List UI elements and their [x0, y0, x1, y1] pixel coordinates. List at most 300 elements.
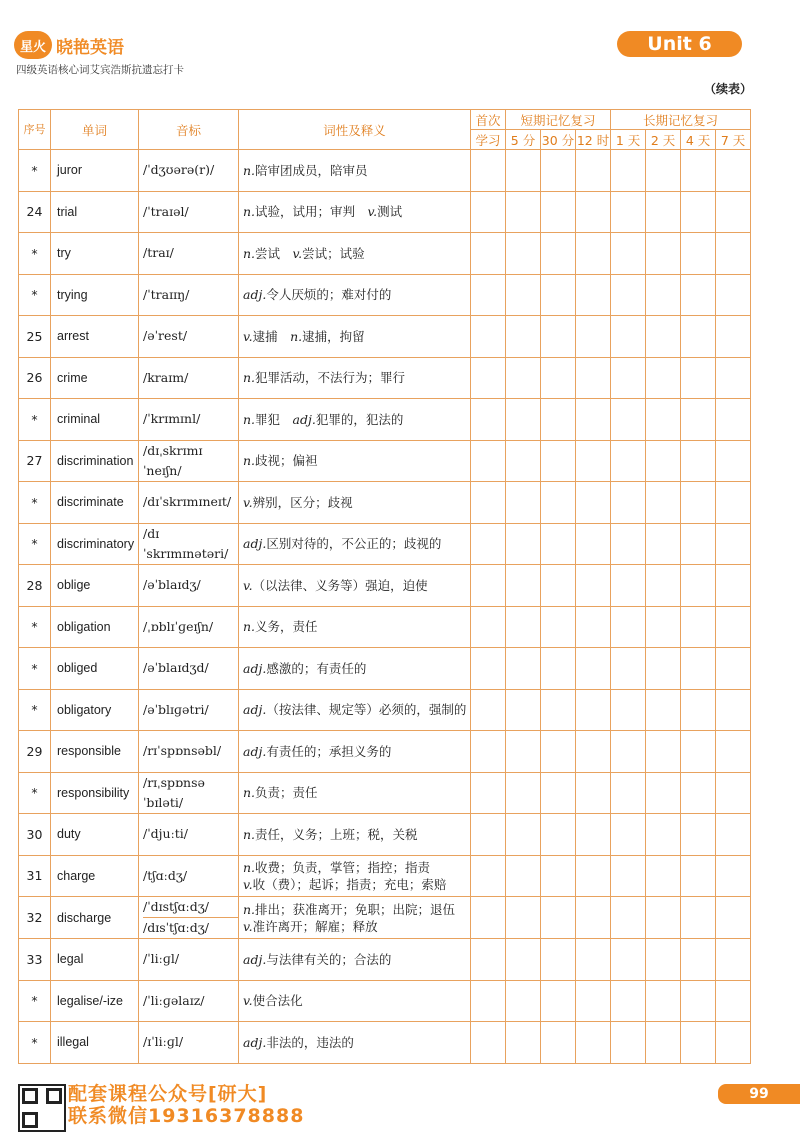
- review-checkbox[interactable]: [681, 482, 716, 524]
- review-checkbox[interactable]: [646, 1022, 681, 1064]
- review-checkbox[interactable]: [611, 150, 646, 192]
- review-checkbox[interactable]: [576, 855, 611, 897]
- definition-line: [243, 577, 470, 594]
- review-checkbox[interactable]: [716, 1022, 751, 1064]
- table-row: [19, 648, 751, 690]
- phonetic-text: /ˈliːɡəlaɪz/: [143, 992, 205, 1008]
- definition-line: [243, 660, 470, 677]
- definition: [239, 689, 471, 731]
- review-checkbox[interactable]: [541, 855, 576, 897]
- review-checkbox[interactable]: [576, 648, 611, 690]
- review-checkbox[interactable]: [646, 274, 681, 316]
- review-checkbox[interactable]: [541, 523, 576, 565]
- review-checkbox[interactable]: [541, 939, 576, 981]
- definition: [239, 648, 471, 690]
- review-checkbox[interactable]: [471, 1022, 506, 1064]
- review-checkbox[interactable]: [646, 316, 681, 358]
- review-checkbox[interactable]: [506, 980, 541, 1022]
- review-checkbox[interactable]: [506, 565, 541, 607]
- definition-line: [243, 826, 470, 843]
- part-of-speech: v.: [243, 494, 253, 510]
- phonetic: [139, 523, 239, 565]
- review-checkbox[interactable]: [681, 1022, 716, 1064]
- review-checkbox[interactable]: [611, 274, 646, 316]
- review-checkbox[interactable]: [681, 523, 716, 565]
- review-checkbox[interactable]: [576, 440, 611, 482]
- meaning: 非法的，违法的: [266, 1034, 354, 1050]
- review-checkbox[interactable]: [506, 1022, 541, 1064]
- review-checkbox[interactable]: [681, 191, 716, 233]
- review-checkbox[interactable]: [506, 482, 541, 524]
- review-checkbox[interactable]: [541, 897, 576, 939]
- part-of-speech: n.: [290, 328, 303, 344]
- phonetic: [139, 980, 239, 1022]
- header-long-col: 2 天: [646, 130, 681, 150]
- review-checkbox[interactable]: [541, 150, 576, 192]
- review-checkbox[interactable]: [611, 440, 646, 482]
- definition: [239, 357, 471, 399]
- part-of-speech: n.: [243, 370, 256, 386]
- phonetic: [139, 440, 239, 482]
- review-checkbox[interactable]: [611, 606, 646, 648]
- review-checkbox[interactable]: [611, 689, 646, 731]
- review-checkbox[interactable]: [716, 606, 751, 648]
- review-checkbox[interactable]: [646, 731, 681, 773]
- review-checkbox[interactable]: [646, 523, 681, 565]
- review-checkbox[interactable]: [681, 399, 716, 441]
- review-checkbox[interactable]: [681, 150, 716, 192]
- review-checkbox[interactable]: [471, 648, 506, 690]
- definition-line: [243, 784, 470, 801]
- review-checkbox[interactable]: [506, 440, 541, 482]
- review-checkbox[interactable]: [576, 939, 611, 981]
- phonetic-text: /ˈliːɡl/: [143, 951, 180, 967]
- review-checkbox[interactable]: [611, 648, 646, 690]
- review-checkbox[interactable]: [646, 855, 681, 897]
- word: duty: [51, 814, 139, 856]
- review-checkbox[interactable]: [716, 233, 751, 275]
- table-row: [19, 855, 751, 897]
- review-checkbox[interactable]: [611, 523, 646, 565]
- phonetic: [139, 939, 239, 981]
- phonetic: [139, 274, 239, 316]
- review-checkbox[interactable]: [681, 440, 716, 482]
- review-checkbox[interactable]: [646, 357, 681, 399]
- meaning: 犯罪活动，不法行为；罪行: [255, 370, 406, 386]
- review-checkbox[interactable]: [611, 855, 646, 897]
- part-of-speech: adj.: [243, 660, 267, 676]
- row-number: 32: [19, 897, 51, 939]
- review-checkbox[interactable]: [471, 440, 506, 482]
- row-number: 26: [19, 357, 51, 399]
- review-checkbox[interactable]: [576, 814, 611, 856]
- meaning: 令人厌烦的；难对付的: [266, 287, 392, 303]
- table-row: [19, 274, 751, 316]
- phonetic-text: /rɪˈspɒnsəbl/: [143, 743, 222, 759]
- row-number: *: [19, 523, 51, 565]
- review-checkbox[interactable]: [716, 357, 751, 399]
- review-checkbox[interactable]: [611, 897, 646, 939]
- review-checkbox[interactable]: [541, 191, 576, 233]
- review-checkbox[interactable]: [576, 1022, 611, 1064]
- review-checkbox[interactable]: [646, 772, 681, 814]
- review-checkbox[interactable]: [716, 648, 751, 690]
- review-checkbox[interactable]: [541, 689, 576, 731]
- review-checkbox[interactable]: [681, 855, 716, 897]
- part-of-speech: n.: [243, 826, 256, 842]
- review-checkbox[interactable]: [716, 855, 751, 897]
- review-checkbox[interactable]: [471, 731, 506, 773]
- definition: [239, 399, 471, 441]
- review-checkbox[interactable]: [471, 772, 506, 814]
- review-checkbox[interactable]: [716, 772, 751, 814]
- definition-line: [243, 743, 470, 760]
- review-checkbox[interactable]: [716, 399, 751, 441]
- review-checkbox[interactable]: [471, 191, 506, 233]
- review-checkbox[interactable]: [611, 565, 646, 607]
- word: legalise/-ize: [51, 980, 139, 1022]
- review-checkbox[interactable]: [576, 606, 611, 648]
- definition-line: [243, 411, 470, 428]
- review-checkbox[interactable]: [576, 772, 611, 814]
- meaning: 罪犯: [255, 411, 293, 427]
- review-checkbox[interactable]: [506, 689, 541, 731]
- review-checkbox[interactable]: [716, 316, 751, 358]
- review-checkbox[interactable]: [716, 731, 751, 773]
- review-checkbox[interactable]: [541, 648, 576, 690]
- review-checkbox[interactable]: [471, 565, 506, 607]
- review-checkbox[interactable]: [471, 855, 506, 897]
- review-checkbox[interactable]: [506, 357, 541, 399]
- review-checkbox[interactable]: [541, 399, 576, 441]
- vocab-body: [19, 150, 751, 1064]
- review-checkbox[interactable]: [681, 316, 716, 358]
- review-checkbox[interactable]: [541, 1022, 576, 1064]
- table-row: [19, 399, 751, 441]
- review-checkbox[interactable]: [646, 606, 681, 648]
- review-checkbox[interactable]: [506, 399, 541, 441]
- row-number: *: [19, 482, 51, 524]
- review-checkbox[interactable]: [646, 689, 681, 731]
- part-of-speech: n.: [243, 453, 256, 469]
- row-number: *: [19, 980, 51, 1022]
- row-number: 29: [19, 731, 51, 773]
- review-checkbox[interactable]: [576, 150, 611, 192]
- review-checkbox[interactable]: [576, 274, 611, 316]
- review-checkbox[interactable]: [506, 523, 541, 565]
- word: legal: [51, 939, 139, 981]
- review-checkbox[interactable]: [646, 482, 681, 524]
- review-checkbox[interactable]: [646, 939, 681, 981]
- review-checkbox[interactable]: [576, 316, 611, 358]
- review-checkbox[interactable]: [471, 523, 506, 565]
- review-checkbox[interactable]: [681, 565, 716, 607]
- header-long-term: 长期记忆复习: [611, 110, 751, 130]
- table-row: [19, 440, 751, 482]
- row-number: *: [19, 606, 51, 648]
- word: discharge: [51, 897, 139, 939]
- review-checkbox[interactable]: [646, 648, 681, 690]
- review-checkbox[interactable]: [576, 980, 611, 1022]
- definition-line: [243, 951, 470, 968]
- review-checkbox[interactable]: [611, 814, 646, 856]
- definition: [239, 939, 471, 981]
- part-of-speech: v.: [243, 876, 253, 892]
- review-checkbox[interactable]: [541, 731, 576, 773]
- definition-line: [243, 452, 470, 469]
- review-checkbox[interactable]: [506, 233, 541, 275]
- review-checkbox[interactable]: [541, 772, 576, 814]
- review-checkbox[interactable]: [506, 316, 541, 358]
- row-number: 25: [19, 316, 51, 358]
- meaning: 区别对待的，不公正的；歧视的: [266, 536, 442, 552]
- review-checkbox[interactable]: [471, 357, 506, 399]
- phonetic-text: /ˈdɪstʃɑːdʒ/: [143, 899, 209, 914]
- word: responsible: [51, 731, 139, 773]
- table-row: [19, 565, 751, 607]
- review-checkbox[interactable]: [716, 482, 751, 524]
- review-checkbox[interactable]: [716, 523, 751, 565]
- part-of-speech: v.: [292, 245, 303, 261]
- review-checkbox[interactable]: [681, 648, 716, 690]
- row-number: 28: [19, 565, 51, 607]
- review-checkbox[interactable]: [681, 772, 716, 814]
- review-checkbox[interactable]: [681, 233, 716, 275]
- header-def: 词性及释义: [239, 110, 471, 150]
- definition: [239, 482, 471, 524]
- review-checkbox[interactable]: [541, 274, 576, 316]
- meaning: 逮捕，拘留: [302, 328, 365, 344]
- review-checkbox[interactable]: [506, 274, 541, 316]
- phonetic-text: /dɪˌskrɪmɪˈneɪʃn/: [143, 442, 203, 478]
- review-checkbox[interactable]: [646, 150, 681, 192]
- part-of-speech: n.: [243, 901, 256, 917]
- review-checkbox[interactable]: [681, 939, 716, 981]
- word: obliged: [51, 648, 139, 690]
- review-checkbox[interactable]: [576, 565, 611, 607]
- review-checkbox[interactable]: [576, 357, 611, 399]
- review-checkbox[interactable]: [541, 440, 576, 482]
- phonetic-text: /dɪˈskrɪmɪnətəri/: [143, 525, 229, 561]
- review-checkbox[interactable]: [541, 565, 576, 607]
- review-checkbox[interactable]: [611, 772, 646, 814]
- review-checkbox[interactable]: [716, 440, 751, 482]
- word: obligation: [51, 606, 139, 648]
- phonetic: [139, 731, 239, 773]
- part-of-speech: v.: [243, 993, 253, 1009]
- review-checkbox[interactable]: [611, 731, 646, 773]
- review-checkbox[interactable]: [506, 855, 541, 897]
- review-checkbox[interactable]: [541, 980, 576, 1022]
- review-checkbox[interactable]: [646, 565, 681, 607]
- phonetic-text: /ɪˈliːɡl/: [143, 1034, 184, 1050]
- review-checkbox[interactable]: [576, 399, 611, 441]
- review-checkbox[interactable]: [471, 980, 506, 1022]
- row-number: 27: [19, 440, 51, 482]
- word: illegal: [51, 1022, 139, 1064]
- review-checkbox[interactable]: [576, 482, 611, 524]
- review-checkbox[interactable]: [611, 191, 646, 233]
- review-checkbox[interactable]: [716, 980, 751, 1022]
- review-checkbox[interactable]: [646, 980, 681, 1022]
- word: trial: [51, 191, 139, 233]
- review-checkbox[interactable]: [681, 689, 716, 731]
- brand: [14, 30, 124, 60]
- review-checkbox[interactable]: [541, 316, 576, 358]
- definition-line: [243, 901, 470, 918]
- review-checkbox[interactable]: [611, 233, 646, 275]
- review-checkbox[interactable]: [611, 316, 646, 358]
- review-checkbox[interactable]: [471, 814, 506, 856]
- review-checkbox[interactable]: [506, 606, 541, 648]
- review-checkbox[interactable]: [646, 233, 681, 275]
- phonetic: [139, 772, 239, 814]
- review-checkbox[interactable]: [716, 274, 751, 316]
- meaning: （按法律、规定等）必须的，强制的: [266, 702, 467, 718]
- review-checkbox[interactable]: [716, 150, 751, 192]
- review-checkbox[interactable]: [471, 897, 506, 939]
- definition: [239, 523, 471, 565]
- review-checkbox[interactable]: [576, 233, 611, 275]
- review-checkbox[interactable]: [541, 606, 576, 648]
- review-checkbox[interactable]: [716, 897, 751, 939]
- header-first: 首次: [471, 110, 506, 130]
- review-checkbox[interactable]: [646, 399, 681, 441]
- review-checkbox[interactable]: [611, 399, 646, 441]
- review-checkbox[interactable]: [541, 233, 576, 275]
- review-checkbox[interactable]: [471, 606, 506, 648]
- part-of-speech: n.: [243, 785, 256, 801]
- review-checkbox[interactable]: [611, 980, 646, 1022]
- row-number: *: [19, 150, 51, 192]
- word: juror: [51, 150, 139, 192]
- table-row: [19, 1022, 751, 1064]
- table-row: [19, 357, 751, 399]
- review-checkbox[interactable]: [576, 191, 611, 233]
- row-number: 33: [19, 939, 51, 981]
- part-of-speech: n.: [243, 859, 256, 875]
- review-checkbox[interactable]: [611, 1022, 646, 1064]
- review-checkbox[interactable]: [506, 191, 541, 233]
- review-checkbox[interactable]: [471, 233, 506, 275]
- review-checkbox[interactable]: [646, 814, 681, 856]
- review-checkbox[interactable]: [541, 357, 576, 399]
- table-row: [19, 606, 751, 648]
- review-checkbox[interactable]: [716, 689, 751, 731]
- table-row: [19, 814, 751, 856]
- review-checkbox[interactable]: [506, 939, 541, 981]
- review-checkbox[interactable]: [716, 191, 751, 233]
- table-row: [19, 731, 751, 773]
- meaning: 尝试；试验: [302, 245, 365, 261]
- review-checkbox[interactable]: [506, 648, 541, 690]
- review-checkbox[interactable]: [681, 814, 716, 856]
- review-checkbox[interactable]: [576, 731, 611, 773]
- review-checkbox[interactable]: [611, 939, 646, 981]
- table-row: [19, 897, 751, 939]
- word: oblige: [51, 565, 139, 607]
- review-checkbox[interactable]: [611, 357, 646, 399]
- table-row: [19, 316, 751, 358]
- review-checkbox[interactable]: [716, 565, 751, 607]
- phonetic: [139, 565, 239, 607]
- review-checkbox[interactable]: [576, 523, 611, 565]
- review-checkbox[interactable]: [576, 897, 611, 939]
- review-checkbox[interactable]: [541, 482, 576, 524]
- table-row: [19, 191, 751, 233]
- review-checkbox[interactable]: [506, 772, 541, 814]
- definition-line: [243, 918, 470, 935]
- phonetic: [139, 814, 239, 856]
- word: discriminate: [51, 482, 139, 524]
- review-checkbox[interactable]: [681, 897, 716, 939]
- review-checkbox[interactable]: [646, 191, 681, 233]
- definition-line: [243, 992, 470, 1009]
- word: discriminatory: [51, 523, 139, 565]
- definition-line: [243, 535, 470, 552]
- definition-line: [243, 618, 470, 635]
- phonetic: [139, 648, 239, 690]
- review-checkbox[interactable]: [541, 814, 576, 856]
- review-checkbox[interactable]: [681, 606, 716, 648]
- definition: [239, 150, 471, 192]
- meaning: 排出；获准离开；免职；出院；退伍: [255, 901, 456, 917]
- part-of-speech: n.: [243, 411, 256, 427]
- review-checkbox[interactable]: [681, 980, 716, 1022]
- header-long-col: 4 天: [681, 130, 716, 150]
- phonetic-text: /əˈblaɪdʒ/: [143, 577, 201, 593]
- meaning: 收费；负责，掌管；指控；指责: [255, 859, 431, 875]
- review-checkbox[interactable]: [506, 897, 541, 939]
- header-word: 单词: [51, 110, 139, 150]
- phonetic: [139, 357, 239, 399]
- review-checkbox[interactable]: [646, 897, 681, 939]
- meaning: 感激的；有责任的: [266, 660, 367, 676]
- review-checkbox[interactable]: [471, 150, 506, 192]
- review-checkbox[interactable]: [471, 316, 506, 358]
- review-checkbox[interactable]: [611, 482, 646, 524]
- part-of-speech: v.: [243, 918, 253, 934]
- review-checkbox[interactable]: [681, 731, 716, 773]
- review-checkbox[interactable]: [646, 440, 681, 482]
- phonetic-text: /ˈkrɪmɪnl/: [143, 411, 201, 427]
- review-checkbox[interactable]: [506, 150, 541, 192]
- review-checkbox[interactable]: [471, 689, 506, 731]
- definition: [239, 274, 471, 316]
- definition: [239, 980, 471, 1022]
- part-of-speech: adj.: [292, 411, 316, 427]
- definition-line: [243, 245, 470, 262]
- review-checkbox[interactable]: [506, 731, 541, 773]
- review-checkbox[interactable]: [506, 814, 541, 856]
- row-number: *: [19, 274, 51, 316]
- review-checkbox[interactable]: [716, 814, 751, 856]
- definition-line: [243, 369, 470, 386]
- review-checkbox[interactable]: [681, 357, 716, 399]
- phonetic-text: /traɪ/: [143, 245, 174, 261]
- definition-line: [243, 203, 470, 220]
- phonetic-text: /ˈtraɪəl/: [143, 203, 189, 219]
- review-checkbox[interactable]: [716, 939, 751, 981]
- review-checkbox[interactable]: [471, 274, 506, 316]
- table-row: [19, 939, 751, 981]
- review-checkbox[interactable]: [471, 482, 506, 524]
- review-checkbox[interactable]: [471, 939, 506, 981]
- review-checkbox[interactable]: [471, 399, 506, 441]
- review-checkbox[interactable]: [681, 274, 716, 316]
- review-checkbox[interactable]: [576, 689, 611, 731]
- header-ipa: 音标: [139, 110, 239, 150]
